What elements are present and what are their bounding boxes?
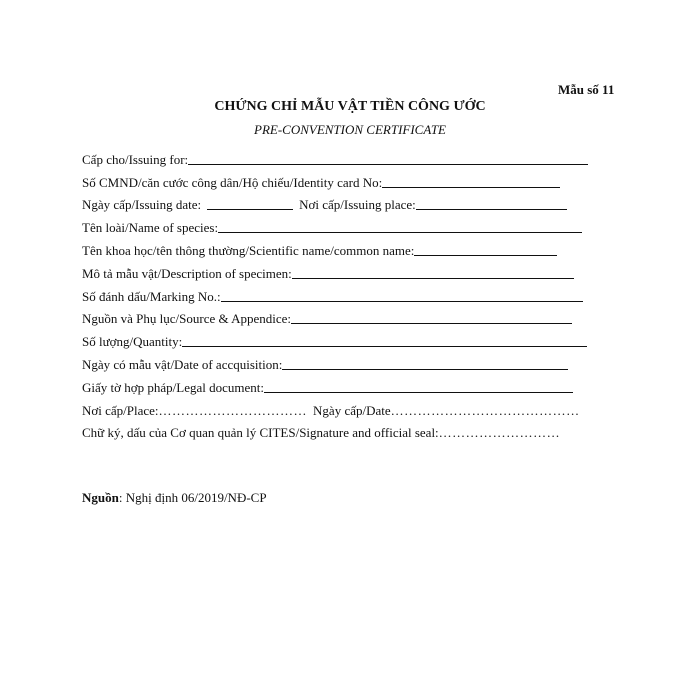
certificate-fields	[82, 144, 612, 440]
field-label: Nơi cấp/Issuing place:	[299, 197, 416, 213]
field-species-name	[82, 212, 612, 235]
field-signature-seal	[82, 418, 612, 441]
fill-in-line[interactable]	[264, 379, 573, 393]
fill-in-dots[interactable]: ………………………	[438, 425, 561, 441]
fill-in-dots[interactable]: ……………………………………	[390, 402, 580, 418]
fill-in-line[interactable]	[207, 196, 293, 210]
fill-in-line[interactable]	[416, 196, 567, 210]
source-label: Nguồn	[82, 490, 119, 505]
field-label: Mô tả mẫu vật/Description of specimen:	[82, 265, 292, 281]
certificate-subtitle: PRE-CONVENTION CERTIFICATE	[254, 122, 446, 137]
fill-in-line[interactable]	[282, 356, 568, 370]
fill-in-line[interactable]	[218, 219, 582, 233]
field-scientific-name	[82, 235, 612, 258]
field-label: Tên khoa học/tên thông thường/Scientific name/common name:	[82, 242, 415, 258]
fill-in-line[interactable]	[221, 288, 583, 302]
field-identity-card	[82, 167, 612, 190]
field-label: Số CMND/căn cước công dân/Hộ chiếu/Identity card No:	[82, 174, 383, 190]
fill-in-line[interactable]	[292, 265, 574, 279]
field-place-date	[82, 395, 612, 418]
field-label: Cấp cho/Issuing for:	[82, 151, 189, 167]
source-text: : Nghị định 06/2019/NĐ-CP	[118, 490, 267, 505]
fill-in-dots[interactable]: ……………………………	[158, 402, 308, 418]
fill-in-line[interactable]	[182, 333, 587, 347]
certificate-title: CHỨNG CHỈ MẪU VẬT TIỀN CÔNG ƯỚC	[214, 99, 486, 114]
field-label: Chữ ký, dấu của Cơ quan quản lý CITES/Signature and official seal:	[82, 425, 439, 441]
field-label: Tên loài/Name of species:	[82, 220, 219, 236]
field-label: Nơi cấp/Place:	[82, 402, 159, 418]
source-note	[82, 490, 267, 506]
fill-in-line[interactable]	[414, 242, 557, 256]
field-acquisition-date	[82, 349, 612, 372]
field-label: Ngày cấp/Date	[313, 402, 391, 418]
field-legal-document	[82, 372, 612, 395]
fill-in-line[interactable]	[382, 174, 560, 188]
field-label: Ngày cấp/Issuing date:	[82, 197, 202, 213]
field-issuing-for	[82, 144, 612, 167]
field-marking-no	[82, 281, 612, 304]
field-label: Số lượng/Quantity:	[82, 334, 183, 350]
field-label: Số đánh dấu/Marking No.:	[82, 288, 221, 304]
field-label: Nguồn và Phụ lục/Source & Appendice:	[82, 311, 292, 327]
form-number: Mẫu số 11	[558, 82, 615, 97]
field-specimen-description	[82, 258, 612, 281]
field-label: Ngày có mẫu vật/Date of accquisition:	[82, 356, 283, 372]
field-issuing-date-place	[82, 190, 612, 213]
field-label: Giấy tờ hợp pháp/Legal document:	[82, 379, 264, 395]
fill-in-line[interactable]	[291, 310, 572, 324]
field-quantity	[82, 326, 612, 349]
fill-in-line[interactable]	[188, 151, 588, 165]
field-source-appendice	[82, 304, 612, 327]
